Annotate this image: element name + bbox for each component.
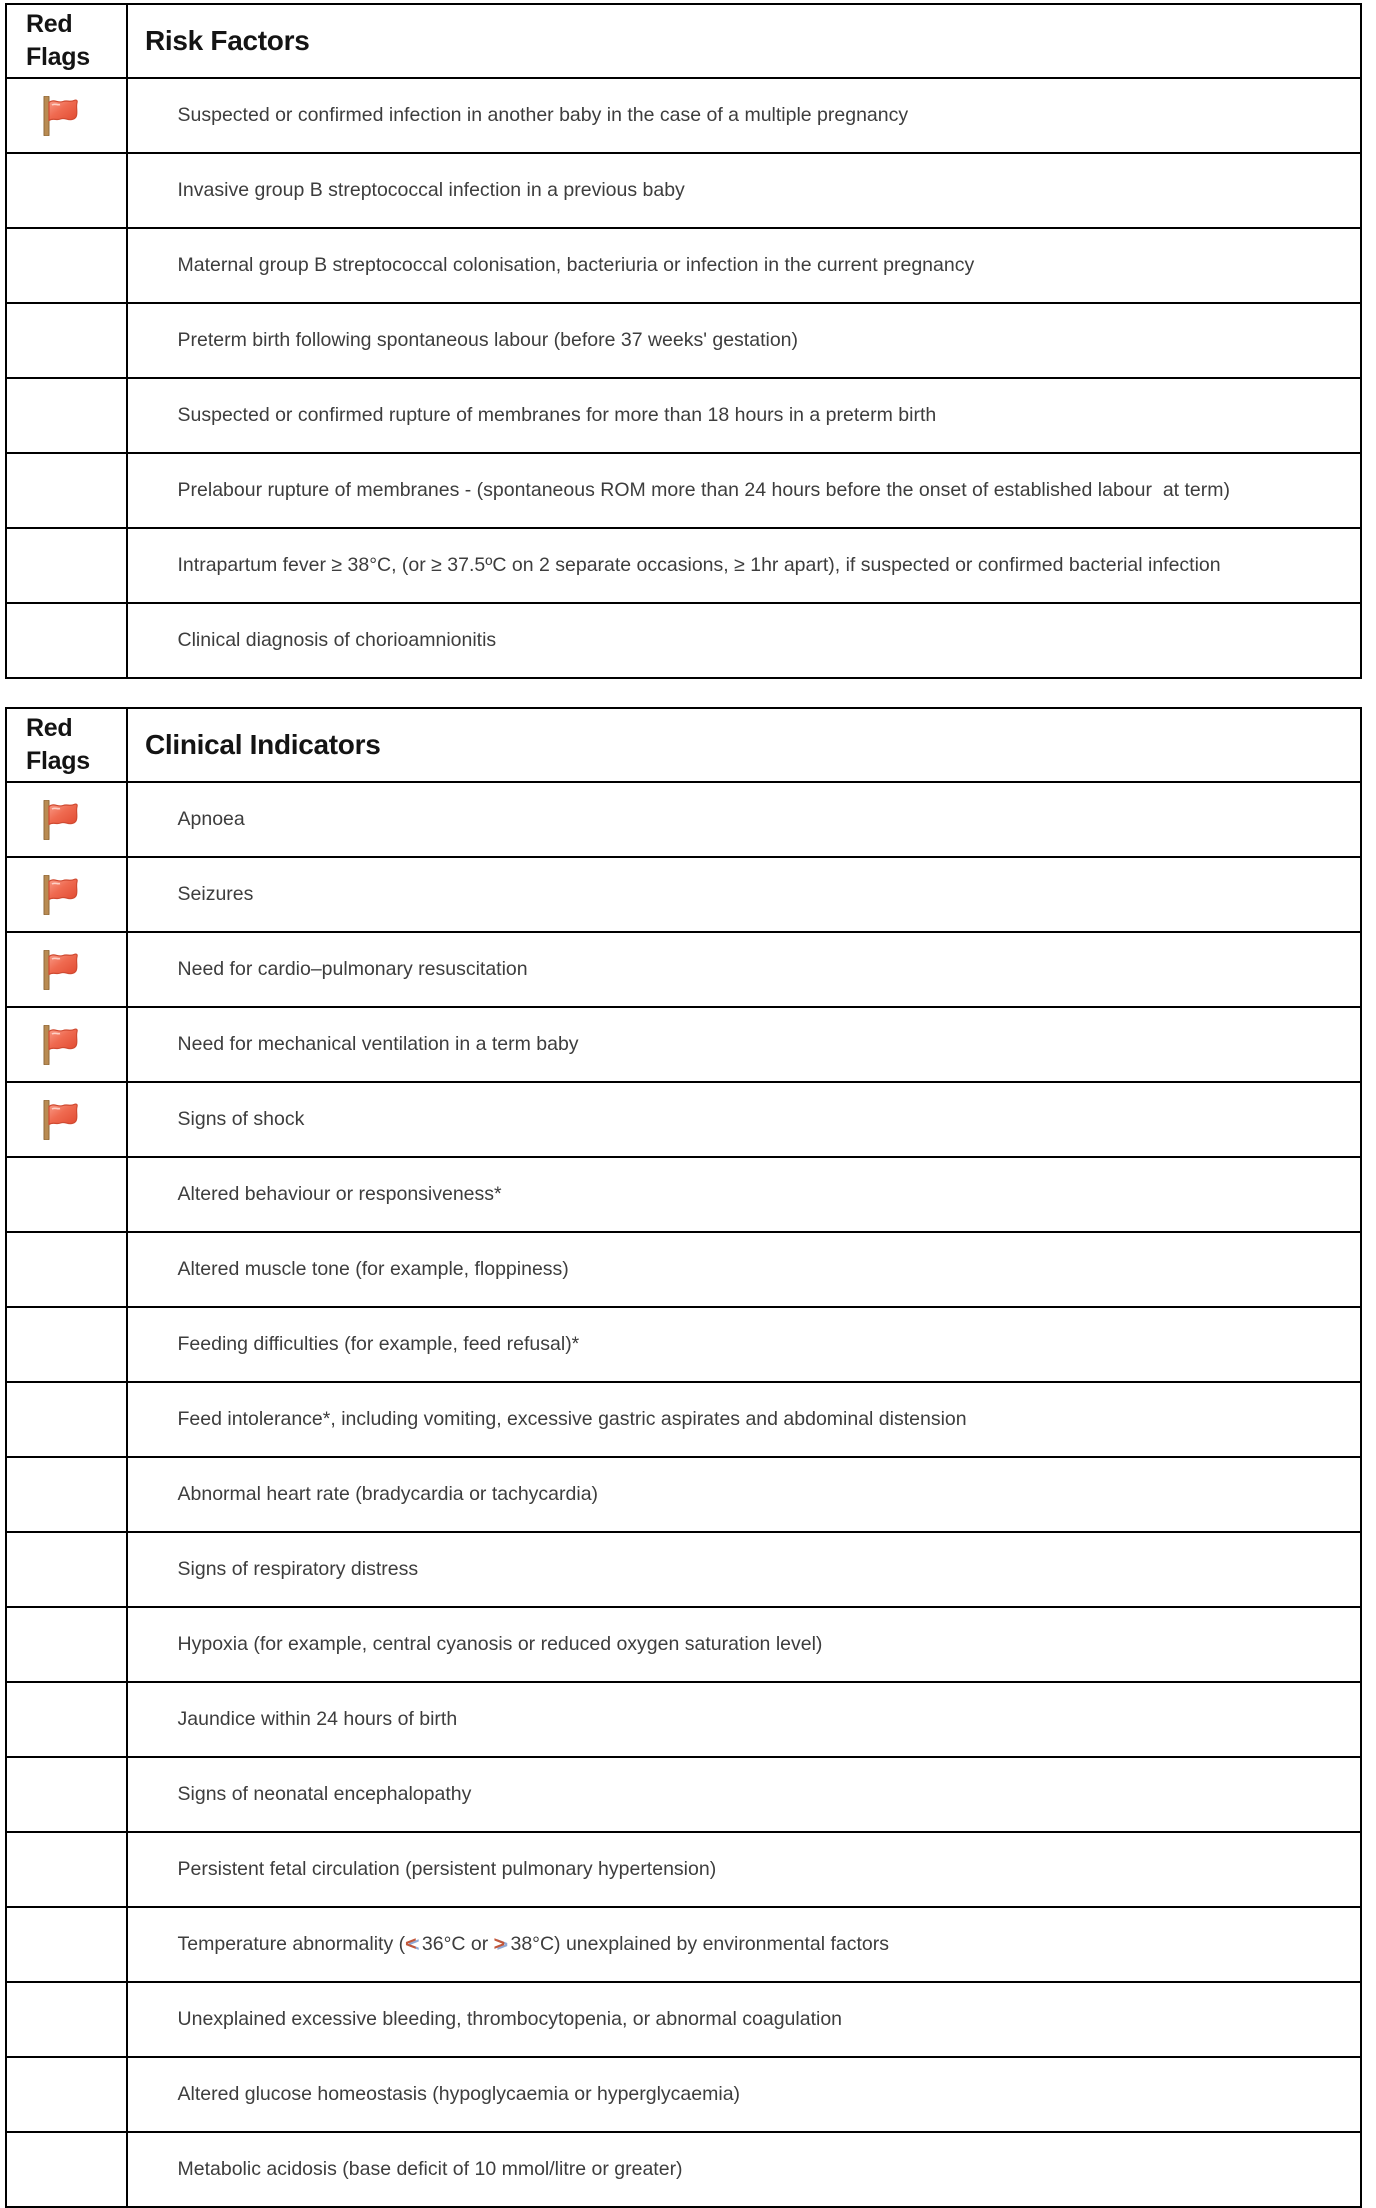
risk-factors-title	[127, 4, 1361, 78]
row-text: Need for cardio–pulmonary resuscitation	[177, 958, 528, 980]
row-text: Signs of shock	[177, 1108, 305, 1130]
row-text-cell	[127, 1832, 1361, 1907]
row-text-cell	[127, 1607, 1361, 1682]
flag-cell	[6, 303, 127, 378]
risk-factors-body	[6, 78, 1361, 678]
flag-cell	[6, 1532, 127, 1607]
table-row	[6, 528, 1361, 603]
table-row	[6, 1982, 1361, 2057]
table-row	[6, 1157, 1361, 1232]
red-flag-icon	[37, 1025, 83, 1065]
row-text: Altered glucose homeostasis (hypoglycaemia or hyperglycaemia)	[177, 2083, 741, 2105]
row-text-cell	[127, 1907, 1361, 1982]
clinical-indicators-body	[6, 782, 1361, 2207]
table-row	[6, 153, 1361, 228]
row-text-cell	[127, 1232, 1361, 1307]
row-text-cell	[127, 603, 1361, 678]
table-row	[6, 2057, 1361, 2132]
table-risk-factors	[5, 3, 1362, 679]
row-text-segment: Temperature abnormality (	[177, 1933, 406, 1955]
flag-cell	[6, 78, 127, 153]
row-text-cell	[127, 303, 1361, 378]
table-row	[6, 1382, 1361, 1457]
table-row	[6, 1832, 1361, 1907]
row-text: Altered behaviour or responsiveness*	[177, 1183, 502, 1205]
red-flags-header-label: Red Flags	[26, 714, 90, 775]
row-text: Feed intolerance*, including vomiting, excessive gastric aspirates and abdominal distension	[177, 1408, 967, 1430]
row-text-cell	[127, 228, 1361, 303]
row-text: Intrapartum fever ≥ 38°C, (or ≥ 37.5ºC on 2 separate occasions, ≥ 1hr apart), if suspected or confirmed bacterial infection	[177, 554, 1221, 576]
red-flags-column-header	[6, 708, 127, 782]
row-text-cell	[127, 857, 1361, 932]
row-text: Suspected or confirmed infection in another baby in the case of a multiple pregnancy	[177, 104, 909, 126]
flag-cell	[6, 228, 127, 303]
flag-cell	[6, 378, 127, 453]
table-row	[6, 1907, 1361, 1982]
red-flag-icon	[37, 1100, 83, 1140]
flag-cell	[6, 1382, 127, 1457]
row-text-segment: 36°C or	[416, 1933, 494, 1955]
row-text-cell	[127, 1307, 1361, 1382]
row-text-cell	[127, 782, 1361, 857]
row-text-cell	[127, 1157, 1361, 1232]
flag-cell	[6, 1607, 127, 1682]
comparison-symbol: >	[493, 1933, 506, 1955]
flag-cell	[6, 603, 127, 678]
red-flags-column-header	[6, 4, 127, 78]
row-text-cell	[127, 1382, 1361, 1457]
flag-cell	[6, 1757, 127, 1832]
table-row	[6, 228, 1361, 303]
flag-cell	[6, 1457, 127, 1532]
flag-cell	[6, 1082, 127, 1157]
table-clinical-indicators	[5, 707, 1362, 2208]
row-text: Invasive group B streptococcal infection in a previous baby	[177, 179, 685, 201]
flag-cell	[6, 1832, 127, 1907]
row-text: Prelabour rupture of membranes - (spontaneous ROM more than 24 hours before the onset of established labour at term)	[177, 479, 1230, 501]
row-text	[178, 1933, 889, 1955]
row-text: Suspected or confirmed rupture of membranes for more than 18 hours in a preterm birth	[177, 404, 937, 426]
flag-cell	[6, 1157, 127, 1232]
clinical-indicators-header-row	[6, 708, 1361, 782]
flag-cell	[6, 1907, 127, 1982]
row-text: Maternal group B streptococcal colonisation, bacteriuria or infection in the current pregnancy	[177, 254, 975, 276]
flag-cell	[6, 1007, 127, 1082]
flag-cell	[6, 932, 127, 1007]
row-text-segment: 38°C) unexplained by environmental factors	[505, 1933, 889, 1955]
row-text-cell	[127, 2057, 1361, 2132]
row-text-cell	[127, 1082, 1361, 1157]
table-row	[6, 378, 1361, 453]
row-text: Seizures	[177, 883, 254, 905]
row-text: Jaundice within 24 hours of birth	[177, 1708, 458, 1730]
flag-cell	[6, 782, 127, 857]
table-row	[6, 303, 1361, 378]
table-row	[6, 78, 1361, 153]
flag-cell	[6, 153, 127, 228]
row-text: Clinical diagnosis of chorioamnionitis	[177, 629, 497, 651]
row-text: Abnormal heart rate (bradycardia or tachycardia)	[177, 1483, 599, 1505]
row-text: Signs of neonatal encephalopathy	[177, 1783, 472, 1805]
clinical-indicators-title	[127, 708, 1361, 782]
flag-cell	[6, 453, 127, 528]
table-row	[6, 1607, 1361, 1682]
red-flag-icon	[37, 950, 83, 990]
row-text: Persistent fetal circulation (persistent pulmonary hypertension)	[177, 1858, 717, 1880]
row-text-cell	[127, 1682, 1361, 1757]
row-text: Feeding difficulties (for example, feed refusal)*	[177, 1333, 580, 1355]
row-text: Altered muscle tone (for example, floppiness)	[177, 1258, 569, 1280]
table-row	[6, 1232, 1361, 1307]
row-text-cell	[127, 453, 1361, 528]
row-text-cell	[127, 1757, 1361, 1832]
table-row	[6, 1007, 1361, 1082]
table-row	[6, 1457, 1361, 1532]
risk-factors-header-row	[6, 4, 1361, 78]
table-row	[6, 453, 1361, 528]
row-text-cell	[127, 378, 1361, 453]
row-text-cell	[127, 1457, 1361, 1532]
row-text-cell	[127, 1007, 1361, 1082]
flag-cell	[6, 1307, 127, 1382]
clinical-indicators-title-label: Clinical Indicators	[145, 729, 381, 760]
row-text: Metabolic acidosis (base deficit of 10 mmol/litre or greater)	[177, 2158, 683, 2180]
row-text: Need for mechanical ventilation in a term baby	[177, 1033, 579, 1055]
row-text-cell	[127, 1982, 1361, 2057]
table-row	[6, 1682, 1361, 1757]
row-text: Preterm birth following spontaneous labour (before 37 weeks' gestation)	[177, 329, 799, 351]
table-row	[6, 603, 1361, 678]
risk-factors-title-label: Risk Factors	[145, 25, 310, 56]
red-flags-header-label: Red Flags	[26, 10, 90, 71]
table-row	[6, 2132, 1361, 2207]
table-row	[6, 782, 1361, 857]
red-flag-icon	[37, 875, 83, 915]
row-text-cell	[127, 528, 1361, 603]
comparison-symbol: <	[405, 1933, 417, 1955]
row-text: Apnoea	[177, 808, 245, 830]
table-row	[6, 1757, 1361, 1832]
row-text-cell	[127, 78, 1361, 153]
table-row	[6, 1082, 1361, 1157]
flag-cell	[6, 1232, 127, 1307]
row-text-cell	[127, 2132, 1361, 2207]
table-row	[6, 932, 1361, 1007]
table-row	[6, 1532, 1361, 1607]
red-flag-icon	[37, 800, 83, 840]
row-text-cell	[127, 1532, 1361, 1607]
row-text-cell	[127, 153, 1361, 228]
row-text: Unexplained excessive bleeding, thrombocytopenia, or abnormal coagulation	[177, 2008, 843, 2030]
row-text-cell	[127, 932, 1361, 1007]
red-flag-icon	[37, 96, 83, 136]
table-row	[6, 1307, 1361, 1382]
flag-cell	[6, 2057, 127, 2132]
flag-cell	[6, 1982, 127, 2057]
row-text: Signs of respiratory distress	[177, 1558, 419, 1580]
flag-cell	[6, 528, 127, 603]
flag-cell	[6, 2132, 127, 2207]
row-text: Hypoxia (for example, central cyanosis or reduced oxygen saturation level)	[177, 1633, 823, 1655]
flag-cell	[6, 1682, 127, 1757]
flag-cell	[6, 857, 127, 932]
table-row	[6, 857, 1361, 932]
